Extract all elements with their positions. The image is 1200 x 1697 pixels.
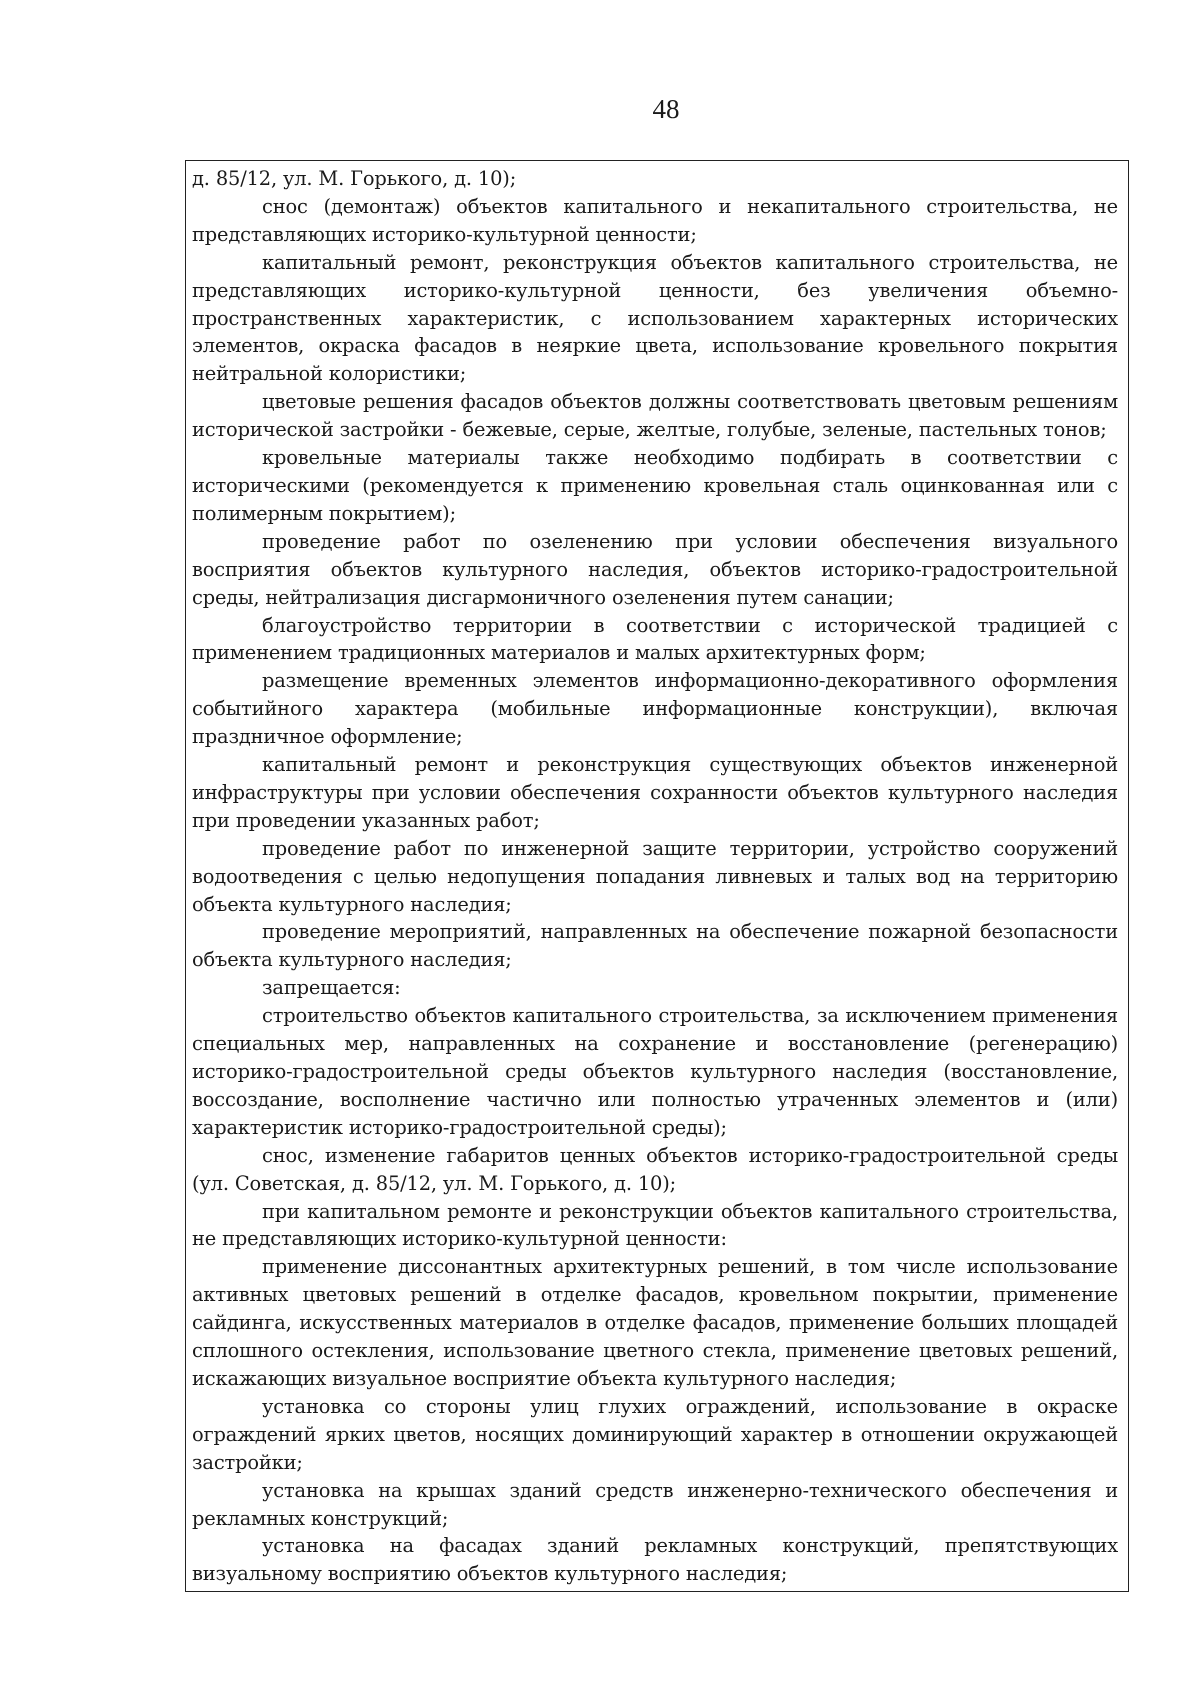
paragraph: установка на фасадах зданий рекламных конструкций, препятствующих визуальному восприятию объектов культурного наследия; [192,1534,1118,1586]
paragraph: установка со стороны улиц глухих ограждений, использование в окраске ограждений ярких цветов, носящих доминирующий характер в отношении окружающей застройки; [192,1394,1118,1474]
paragraph: размещение временных элементов информационно-декоративного оформления событийного характера (мобильные информационные конструкции), включая праздничное оформление; [192,669,1118,749]
section-heading: запрещается: [262,976,401,1000]
paragraph: капитальный ремонт и реконструкция существующих объектов инженерной инфраструктуры при условии обеспечения сохранности объектов культурного наследия при проведении указанных работ; [192,753,1118,832]
paragraph: применение диссонантных архитектурных решений, в том числе использование активных цветовых решений в отделке фасадов, кровельном покрытии, применение сайдинга, искусственных материалов в отделке фасадов, применение больших площадей сплошного остекления, использование цветного стекла, применение цветовых решений, искажающих визуальное восприятие объекта культурного наследия; [192,1255,1118,1390]
page-number: 48 [652,94,680,124]
paragraph: капитальный ремонт, реконструкция объектов капитального строительства, не представляющих историко-культурной ценности, без увеличения объемно-пространственных характеристик, с использованием характерных исторических элементов, окраска фасадов в неяркие цвета, использование кровельного покрытия нейтральной колористики; [192,250,1118,386]
paragraph: проведение работ по озеленению при условии обеспечения визуального восприятия объектов культурного наследия, объектов историко-градостроительной среды, нейтрализация дисгармоничного озеленения путем санации; [192,529,1118,609]
paragraph: проведение работ по инженерной защите территории, устройство сооружений водоотведения с целью недопущения попадания ливневых и талых вод на территорию объекта культурного наследия; [192,836,1118,916]
paragraph: снос (демонтаж) объектов капитального и некапитального строительства, не представляющих историко-культурной ценности; [192,194,1118,246]
paragraph: благоустройство территории в соответствии с исторической традицией с применением традиционных материалов и малых архитектурных форм; [192,613,1118,665]
paragraph: проведение мероприятий, направленных на обеспечение пожарной безопасности объекта культурного наследия; [192,920,1118,972]
paragraph: д. 85/12, ул. М. Горького, д. 10); [192,167,517,190]
paragraph: при капитальном ремонте и реконструкции объектов капитального строительства, не представляющих историко-культурной ценности: [192,1199,1118,1251]
paragraph: снос, изменение габаритов ценных объектов историко-градостроительной среды (ул. Советская, д. 85/12, ул. М. Горького, д. 10); [192,1143,1118,1195]
paragraph: кровельные материалы также необходимо подбирать в соответствии с историческими (рекомендуется к применению кровельная сталь оцинкованная или с полимерным покрытием); [192,446,1118,525]
paragraph: установка на крышах зданий средств инженерно-технического обеспечения и рекламных конструкций; [192,1478,1118,1530]
text-frame [185,160,1129,1592]
paragraph: строительство объектов капитального строительства, за исключением применения специальных мер, направленных на сохранение и восстановление (регенерацию) историко-градостроительной среды объектов культурного наследия (восстановление, воссоздание, восполнение частично или полностью утраченных элементов и (или) характеристик историко-градостроительной среды); [192,1004,1118,1139]
paragraph: цветовые решения фасадов объектов должны соответствовать цветовым решениям исторической застройки - бежевые, серые, желтые, голубые, зеленые, пастельных тонов; [192,390,1118,442]
